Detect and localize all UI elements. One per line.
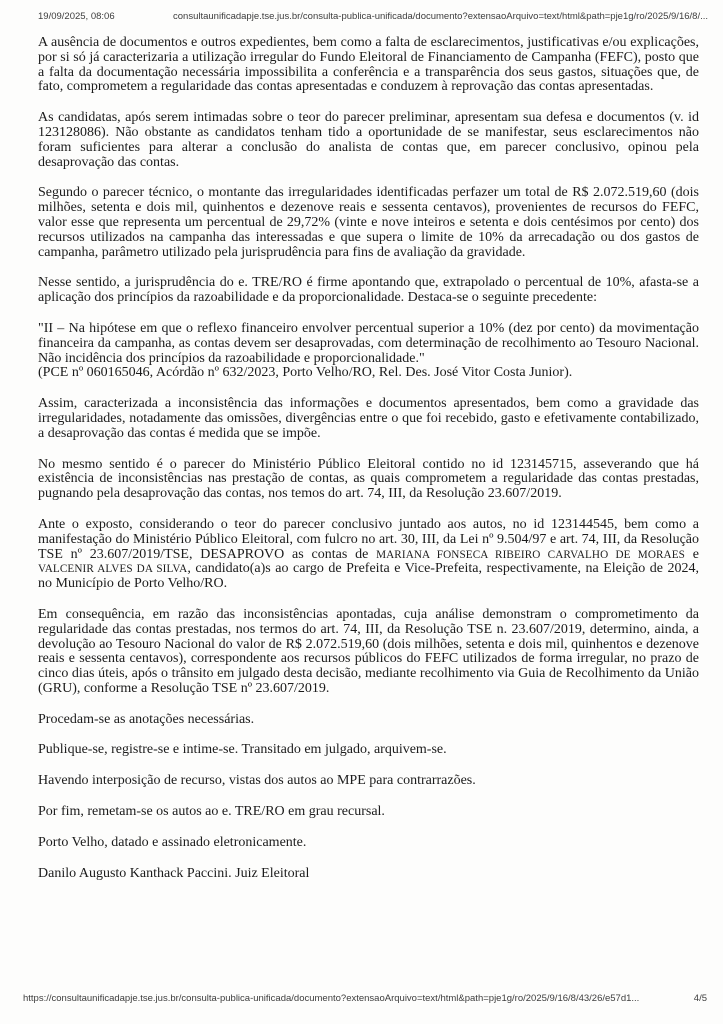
paragraph-candidatas-defesa: As candidatas, após serem intimadas sobre o teor do parecer preliminar, apresentam sua defesa e documentos (v. id 123128086). Não obstante as candidatos tenham tido a oportunidade de se manifestar, seus esclarecimentos não foram suficientes para alterar a conclusão do analista de contas que, em parecer conclusivo, opinou pela desaprovação das contas. xyxy=(38,110,699,170)
paragraph-interposicao-recurso: Havendo interposição de recurso, vistas dos autos ao MPE para contrarrazões. xyxy=(38,773,476,789)
paragraph-ministerio-publico: No mesmo sentido é o parecer do Ministério Público Eleitoral contido no id 123145715, asseverando que há existência de inconsistências nas prestação de contas, as quais comprometem a regularidade das contas prestadas, pugnando pela desaprovação das contas, nos temos do art. 74, III, da Resolução 23.607/2019. xyxy=(38,456,699,502)
paragraph-local-assinatura: Porto Velho, datado e assinado eletronicamente. xyxy=(38,834,307,850)
paragraph-decisao-desaprovo xyxy=(38,518,699,592)
print-datetime: 19/09/2025, 08:06 xyxy=(38,11,115,22)
paragraph-remessa-trero: Por fim, remetam-se os autos ao e. TRE/RO em grau recursal. xyxy=(38,804,385,820)
signature-juiz-eleitoral: Danilo Augusto Kanthack Paccini. Juiz Eleitoral xyxy=(38,865,310,881)
candidate-name-1: MARIANA FONSECA RIBEIRO CARVALHO DE MORAES xyxy=(376,548,685,561)
decision-pre-text: Ante o exposto, considerando o teor do parecer conclusivo juntado aos autos, no id 123144545, bem como a manifestação do Ministério Público Eleitoral, com fulcro no art. 30, III, da Lei nº 9.504/97 e art. 74, III, da Resolução TSE nº 23.607/2019/TSE, DESAPROVO as contas de xyxy=(38,516,699,562)
paragraph-devolucao-tesouro: Em consequência, em razão das inconsistências apontadas, cuja análise demonstram o comprometimento da regularidade das contas prestadas, nos termos do art. 74, III, da Resolução TSE n. 23.607/2019, determino, ainda, a devolução ao Tesouro Nacional do valor de R$ 2.072.519,60 (dois milhões, setenta e dois mil, quinhentos e dezenove reais e sessenta centavos), correspondente aos recursos públicos do FEFC utilizados de forma irregular, no prazo de cinco dias úteis, após o trânsito em julgado desta decisão, mediante recolhimento via Guia de Recolhimento da União (GRU), conforme a Resolução TSE nº 23.607/2019. xyxy=(38,606,699,696)
paragraph-parecer-tecnico: Segundo o parecer técnico, o montante das irregularidades identificadas perfazer um total de R$ 2.072.519,60 (dois milhões, setenta e dois mil, quinhentos e dezenove reais e sessenta centavos), provenientes de recursos do FEFC, valor esse que representa um percentual de 29,72% (vinte e nove inteiros e setenta e dois centésimos por cento) dos recursos utilizados na campanha das interessadas e que supera o limite de 10% da arrecadação ou dos gastos de campanha, parâmetro utilizado pela jurisprudência para fins de avaliação da gravidade. xyxy=(38,185,699,260)
print-header xyxy=(38,11,708,22)
quote-citacao: (PCE nº 060165046, Acórdão nº 632/2023, Porto Velho/RO, Rel. Des. José Vitor Costa Junior). xyxy=(38,365,573,381)
paragraph-ausencia-documentos: A ausência de documentos e outros expedientes, bem como a falta de esclarecimentos, justificativas e/ou explicações, por si só já caracterizaria a utilização irregular do Fundo Eleitoral de Financiamento de Campanha (FEFC), posto que a falta da documentação necessária impossibilita a conferência e a transparência dos seus gastos, situações que, de fato, comprometem a regularidade das contas apresentadas e conduzem à reprovação das contas apresentadas. xyxy=(38,35,699,95)
document-body xyxy=(38,36,699,897)
paragraph-jurisprudencia: Nesse sentido, a jurisprudência do e. TRE/RO é firme apontando que, extrapolado o percentual de 10%, afasta-se a aplicação dos princípios da razoabilidade e da proporcionalidade. Destaca-se o seguinte precedente: xyxy=(38,275,699,306)
paragraph-anotacoes: Procedam-se as anotações necessárias. xyxy=(38,711,255,727)
print-footer-url: https://consultaunificadapje.tse.jus.br/consulta-publica-unificada/documento?extensaoArquivo=text/html&path=pje1g/ro/2025/9/16/8/43/26/e57d1... xyxy=(23,993,640,1004)
decision-post-text: , candidato(a)s ao cargo de Prefeita e Vice-Prefeita, respectivamente, na Eleição de 2024, no Município de Porto Velho/RO. xyxy=(38,561,699,592)
candidate-name-2: VALCENIR ALVES DA SILVA xyxy=(38,563,188,576)
paragraph-publique-se: Publique-se, registre-se e intime-se. Transitado em julgado, arquivem-se. xyxy=(38,742,447,758)
quote-precedente: "II – Na hipótese em que o reflexo financeiro envolver percentual superior a 10% (dez por cento) da movimentação financeira da campanha, as contas devem ser desaprovadas, com determinação de recolhimento ao Tesouro Nacional. Não incidência dos princípios da razoabilidade e proporcionalidade." xyxy=(38,320,699,366)
print-header-url: consultaunificadapje.tse.jus.br/consulta-publica-unificada/documento?extensaoArquivo=text/html&path=pje1g/ro/2025/9/16/8/... xyxy=(173,11,708,22)
paragraph-inconsistencia: Assim, caracterizada a inconsistência das informações e documentos apresentados, bem como a gravidade das irregularidades, notadamente das omissões, divergências entre o que foi recebido, gasto e efetivamente contabilizado, a desaprovação das contas é medida que se impõe. xyxy=(38,396,699,441)
print-footer xyxy=(23,993,707,1004)
decision-conjunction: e xyxy=(685,546,700,562)
page-number-indicator: 4/5 xyxy=(693,993,707,1004)
